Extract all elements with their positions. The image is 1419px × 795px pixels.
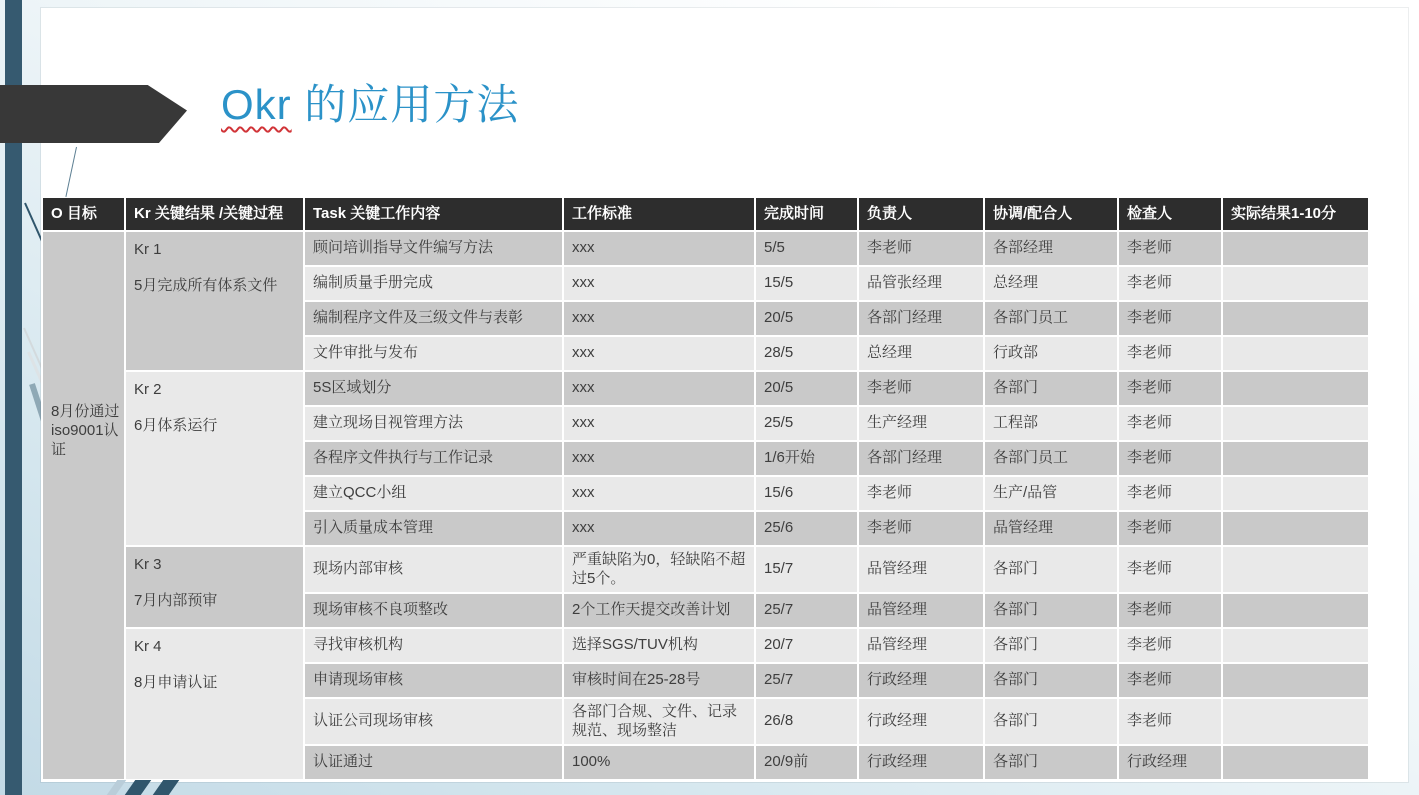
coordinator-cell: 生产/品管	[985, 477, 1117, 510]
standard-cell: xxx	[564, 267, 754, 300]
task-cell: 寻找审核机构	[305, 629, 562, 662]
coordinator-cell: 各部门员工	[985, 302, 1117, 335]
standard-cell: 100%	[564, 746, 754, 779]
owner-cell: 李老师	[859, 232, 983, 265]
kr1-desc: 5月完成所有体系文件	[134, 276, 278, 294]
owner-cell: 各部门经理	[859, 302, 983, 335]
task-cell: 各程序文件执行与工作记录	[305, 442, 562, 475]
bottom-stripe-decoration	[107, 780, 127, 795]
objective-cell	[43, 232, 124, 779]
header-task: Task 关键工作内容	[305, 198, 562, 230]
time-cell: 20/5	[756, 302, 857, 335]
owner-cell: 各部门经理	[859, 442, 983, 475]
time-cell: 25/7	[756, 594, 857, 627]
header-objective: O 目标	[43, 198, 124, 230]
task-cell: 现场内部审核	[305, 547, 562, 592]
time-cell: 15/6	[756, 477, 857, 510]
checker-cell: 行政经理	[1119, 746, 1221, 779]
standard-cell: xxx	[564, 232, 754, 265]
coordinator-cell: 各部门	[985, 629, 1117, 662]
header-kr: Kr 关键结果 /关键过程	[126, 198, 303, 230]
standard-cell: 严重缺陷为0，轻缺陷不超过5个。	[564, 547, 754, 592]
checker-cell: 李老师	[1119, 664, 1221, 697]
kr2-label: Kr 2	[134, 381, 162, 398]
result-cell	[1223, 372, 1368, 405]
time-cell: 25/5	[756, 407, 857, 440]
checker-cell: 李老师	[1119, 512, 1221, 545]
time-cell: 25/7	[756, 664, 857, 697]
result-cell	[1223, 664, 1368, 697]
standard-cell: xxx	[564, 512, 754, 545]
owner-cell: 品管经理	[859, 629, 983, 662]
checker-cell: 李老师	[1119, 594, 1221, 627]
result-cell	[1223, 442, 1368, 475]
standard-cell: xxx	[564, 302, 754, 335]
task-cell: 顾问培训指导文件编写方法	[305, 232, 562, 265]
owner-cell: 行政经理	[859, 746, 983, 779]
standard-cell: xxx	[564, 477, 754, 510]
title-rest: 的应用方法	[291, 81, 520, 128]
result-cell	[1223, 512, 1368, 545]
bottom-stripe-decoration	[153, 780, 180, 795]
time-cell: 5/5	[756, 232, 857, 265]
coordinator-cell: 品管经理	[985, 512, 1117, 545]
kr3-cell	[126, 547, 303, 627]
okr-table	[43, 198, 1368, 779]
result-cell	[1223, 407, 1368, 440]
task-cell: 5S区域划分	[305, 372, 562, 405]
owner-cell: 生产经理	[859, 407, 983, 440]
title-arrow-banner	[0, 85, 187, 143]
result-cell	[1223, 267, 1368, 300]
time-cell: 20/5	[756, 372, 857, 405]
coordinator-cell: 各部门	[985, 594, 1117, 627]
task-cell: 引入质量成本管理	[305, 512, 562, 545]
task-cell: 认证公司现场审核	[305, 699, 562, 744]
result-cell	[1223, 302, 1368, 335]
header-standard: 工作标准	[564, 198, 754, 230]
checker-cell: 李老师	[1119, 302, 1221, 335]
task-cell: 认证通过	[305, 746, 562, 779]
coordinator-cell: 工程部	[985, 407, 1117, 440]
time-cell: 28/5	[756, 337, 857, 370]
owner-cell: 行政经理	[859, 664, 983, 697]
kr4-desc: 8月申请认证	[134, 673, 218, 691]
result-cell	[1223, 232, 1368, 265]
coordinator-cell: 各部门	[985, 699, 1117, 744]
owner-cell: 李老师	[859, 372, 983, 405]
result-cell	[1223, 746, 1368, 779]
owner-cell: 品管经理	[859, 547, 983, 592]
owner-cell: 李老师	[859, 477, 983, 510]
header-time: 完成时间	[756, 198, 857, 230]
page-title	[221, 72, 519, 132]
checker-cell: 李老师	[1119, 442, 1221, 475]
time-cell: 15/5	[756, 267, 857, 300]
coordinator-cell: 行政部	[985, 337, 1117, 370]
kr2-desc: 6月体系运行	[134, 416, 218, 434]
task-cell: 文件审批与发布	[305, 337, 562, 370]
header-result: 实际结果1-10分	[1223, 198, 1368, 230]
task-cell: 建立QCC小组	[305, 477, 562, 510]
standard-cell: 审核时间在25-28号	[564, 664, 754, 697]
owner-cell: 品管经理	[859, 594, 983, 627]
checker-cell: 李老师	[1119, 477, 1221, 510]
result-cell	[1223, 337, 1368, 370]
kr1-label: Kr 1	[134, 241, 162, 258]
result-cell	[1223, 594, 1368, 627]
standard-cell: 2个工作天提交改善计划	[564, 594, 754, 627]
standard-cell: xxx	[564, 372, 754, 405]
result-cell	[1223, 477, 1368, 510]
standard-cell: xxx	[564, 337, 754, 370]
task-cell: 编制程序文件及三级文件与表彰	[305, 302, 562, 335]
coordinator-cell: 各部门	[985, 664, 1117, 697]
checker-cell: 李老师	[1119, 629, 1221, 662]
standard-cell: 各部门合规、文件、记录规范、现场整洁	[564, 699, 754, 744]
bottom-stripe-decoration	[125, 780, 152, 795]
result-cell	[1223, 699, 1368, 744]
coordinator-cell: 各部门	[985, 547, 1117, 592]
time-cell: 15/7	[756, 547, 857, 592]
time-cell: 26/8	[756, 699, 857, 744]
checker-cell: 李老师	[1119, 267, 1221, 300]
task-cell: 建立现场目视管理方法	[305, 407, 562, 440]
header-owner: 负责人	[859, 198, 983, 230]
kr1-cell	[126, 232, 303, 370]
coordinator-cell: 各部门	[985, 372, 1117, 405]
result-cell	[1223, 547, 1368, 592]
time-cell: 1/6开始	[756, 442, 857, 475]
checker-cell: 李老师	[1119, 232, 1221, 265]
owner-cell: 李老师	[859, 512, 983, 545]
time-cell: 20/9前	[756, 746, 857, 779]
time-cell: 25/6	[756, 512, 857, 545]
owner-cell: 行政经理	[859, 699, 983, 744]
standard-cell: 选择SGS/TUV机构	[564, 629, 754, 662]
checker-cell: 李老师	[1119, 407, 1221, 440]
checker-cell: 李老师	[1119, 337, 1221, 370]
standard-cell: xxx	[564, 442, 754, 475]
kr3-label: Kr 3	[134, 556, 162, 573]
title-okr-highlight: Okr	[221, 81, 292, 128]
task-cell: 申请现场审核	[305, 664, 562, 697]
header-checker: 检查人	[1119, 198, 1221, 230]
coordinator-cell: 各部经理	[985, 232, 1117, 265]
standard-cell: xxx	[564, 407, 754, 440]
kr2-cell	[126, 372, 303, 545]
result-cell	[1223, 629, 1368, 662]
checker-cell: 李老师	[1119, 372, 1221, 405]
objective-text: 8月份通过iso9001认证	[51, 403, 120, 458]
coordinator-cell: 各部门	[985, 746, 1117, 779]
header-coordinator: 协调/配合人	[985, 198, 1117, 230]
task-cell: 现场审核不良项整改	[305, 594, 562, 627]
coordinator-cell: 总经理	[985, 267, 1117, 300]
kr3-desc: 7月内部预审	[134, 591, 218, 609]
checker-cell: 李老师	[1119, 547, 1221, 592]
checker-cell: 李老师	[1119, 699, 1221, 744]
owner-cell: 品管张经理	[859, 267, 983, 300]
time-cell: 20/7	[756, 629, 857, 662]
task-cell: 编制质量手册完成	[305, 267, 562, 300]
kr4-label: Kr 4	[134, 638, 162, 655]
coordinator-cell: 各部门员工	[985, 442, 1117, 475]
owner-cell: 总经理	[859, 337, 983, 370]
kr4-cell	[126, 629, 303, 779]
